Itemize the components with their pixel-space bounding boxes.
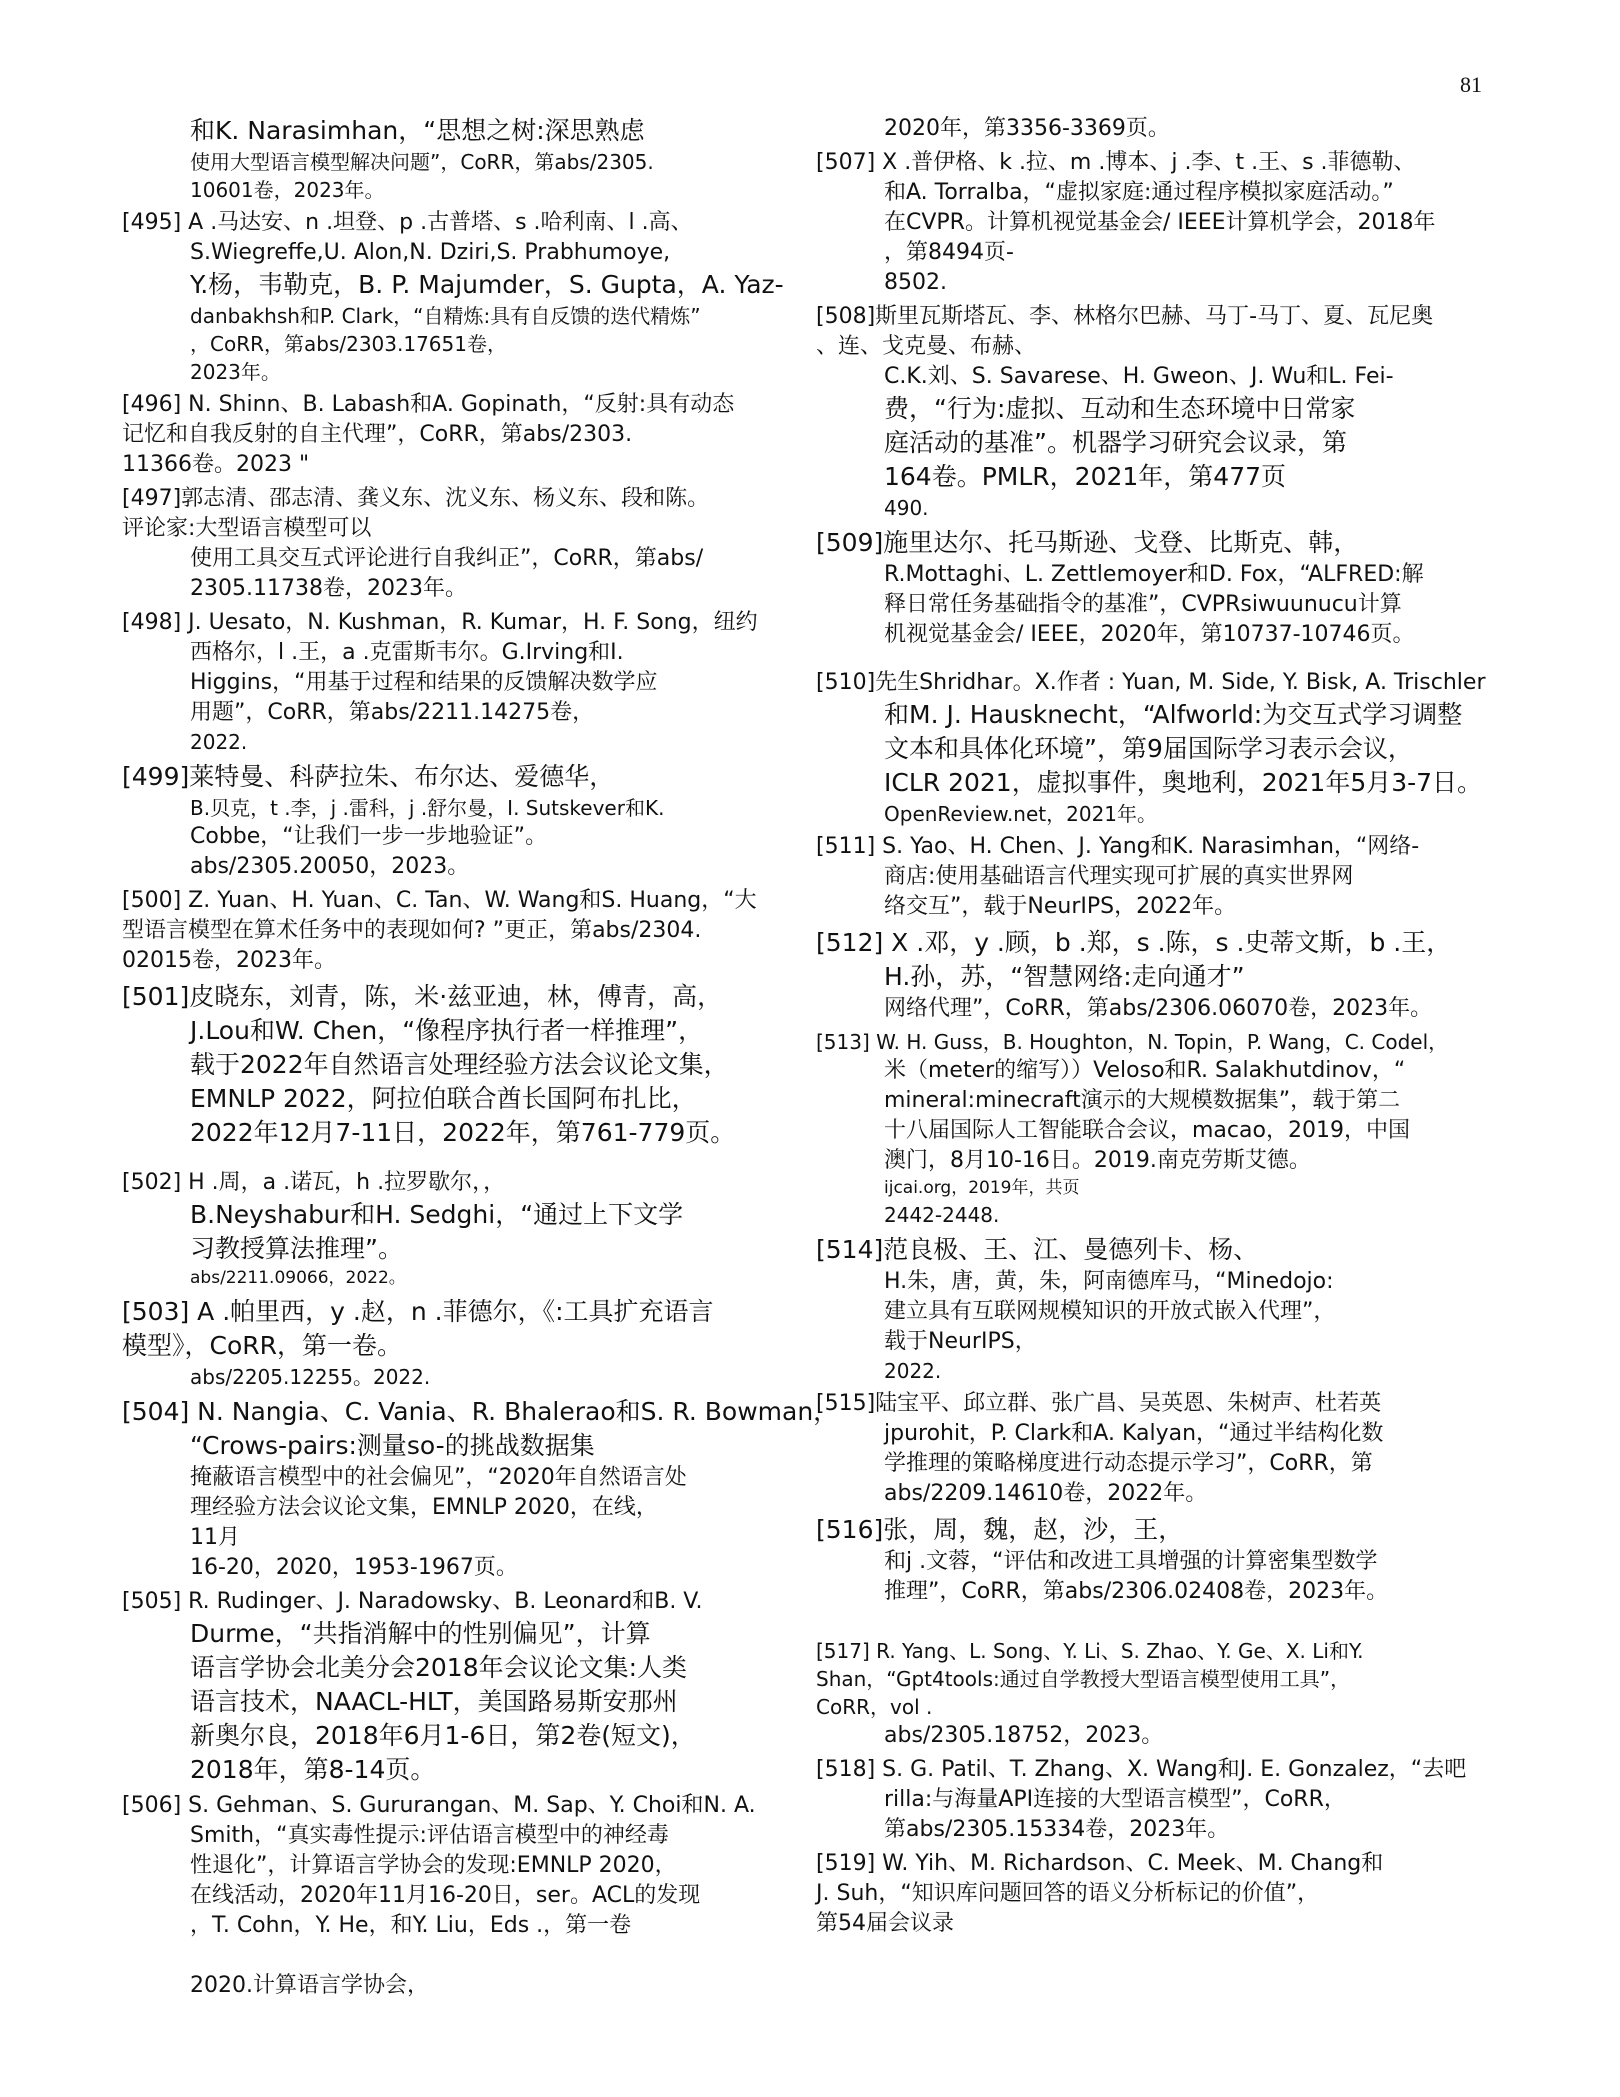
reference-line: Y.杨，韦勒克，B. P. Majumder，S. Gupta，A. Yaz-: [190, 270, 784, 299]
reference-line: [509]施里达尔、托马斯逊、戈登、比斯克、韩，: [816, 528, 1359, 557]
reference-line: 络交互”，载于NeurIPS，2022年。: [884, 894, 1237, 919]
reference-line: ，CoRR，第abs/2303.17651卷，: [190, 332, 507, 356]
reference-line: [518] S. G. Patil、T. Zhang、X. Wang和J. E. Gonzalez，“去吧: [816, 1757, 1467, 1782]
reference-entry-ref-495: [122, 208, 840, 386]
reference-line: 2022.: [190, 730, 248, 754]
reference-line: danbakhsh和P. Clark，“自精炼:具有自反馈的迭代精炼”: [190, 304, 701, 328]
reference-line: 记忆和自我反射的自主代理”，CoRR，第abs/2303.: [122, 422, 633, 447]
reference-line: 使用大型语言模型解决问题”，CoRR，第abs/2305.: [190, 150, 654, 174]
reference-line: [514]范良极、王、江、曼德列卡、杨、: [816, 1235, 1259, 1264]
reference-line: ICLR 2021，虚拟事件，奥地利，2021年5月3-7日。: [884, 768, 1483, 797]
reference-entry-ref-514: [816, 1233, 1586, 1385]
reference-line: 490.: [884, 496, 929, 520]
reference-line: ，第8494页-: [884, 240, 1014, 265]
reference-line: 2022年12月7-11日，2022年，第761-779页。: [190, 1118, 736, 1147]
reference-line: ，T. Cohn，Y. He，和Y. Liu，Eds .，第一卷: [190, 1913, 632, 1938]
reference-line: 推理”，CoRR，第abs/2306.02408卷，2023年。: [884, 1579, 1389, 1604]
reference-line: 性退化”，计算语言学协会的发现:EMNLP 2020，: [190, 1853, 677, 1878]
reference-entry-ref-496: [122, 390, 840, 480]
reference-line: 2022.: [884, 1359, 942, 1383]
reference-line: 西格尔，l .王，a .克雷斯韦尔。G.Irving和I.: [190, 640, 624, 665]
spacer: [816, 654, 1586, 668]
reference-line: ijcai.org，2019年，共页: [884, 1178, 1080, 1198]
reference-line: 型语言模型在算术任务中的表现如何? ”更正，第abs/2304.: [122, 918, 702, 943]
reference-line: 建立具有互联网规模知识的开放式嵌入代理”，: [884, 1299, 1336, 1324]
reference-line: 新奥尔良，2018年6月1-6日，第2卷(短文)，: [190, 1721, 696, 1750]
reference-entry-ref-511: [816, 832, 1586, 922]
reference-line: 、连、戈克曼、布赫、: [816, 334, 1037, 359]
reference-line: C.K.刘、S. Savarese、H. Gweon、J. Wu和L. Fei-: [884, 364, 1394, 389]
reference-line: rilla:与海量API连接的大型语言模型”，CoRR，: [884, 1787, 1346, 1812]
reference-line: CoRR，vol .: [816, 1695, 933, 1719]
reference-line: [495] A .马达安、n .坦登、p .古普塔、s .哈利南、l .高、: [122, 210, 693, 235]
reference-line: 2020年，第3356-3369页。: [884, 116, 1170, 141]
reference-line: EMNLP 2022，阿拉伯联合酋长国阿布扎比，: [190, 1084, 697, 1113]
reference-line: Durme，“共指消解中的性别偏见”，计算: [190, 1619, 651, 1648]
reference-entry-ref-518: [816, 1755, 1586, 1845]
reference-line: 在线活动，2020年11月16-20日，ser。ACL的发现: [190, 1883, 701, 1908]
reference-entry-ref-517: [816, 1637, 1586, 1751]
reference-line: 学推理的策略梯度进行动态提示学习”，CoRR，第: [884, 1451, 1373, 1476]
reference-line: 释日常任务基础指令的基准”，CVPRsiwuunucu计算: [884, 592, 1402, 617]
reference-line: [502] H .周，a .诺瓦，h .拉罗歇尔，，: [122, 1170, 506, 1195]
reference-line: [516]张，周，魏，赵，沙，王，: [816, 1515, 1184, 1544]
reference-line: mineral:minecraft演示的大规模数据集”，载于第二: [884, 1088, 1401, 1113]
reference-line: 评论家:大型语言模型可以: [122, 516, 372, 541]
reference-line: 澳门，8月10-16日。2019.南克劳斯艾德。: [884, 1148, 1311, 1173]
reference-line: 2018年，第8-14页。: [190, 1755, 436, 1784]
reference-entry-ref-497: [122, 484, 840, 604]
reference-line: 文本和具体化环境”，第9届国际学习表示会议，: [884, 734, 1413, 763]
spacer: [122, 1154, 840, 1168]
reference-entry-ref-516: [816, 1513, 1586, 1607]
reference-line: 第54届会议录: [816, 1911, 954, 1936]
reference-line: 语言学协会北美分会2018年会议论文集:人类: [190, 1653, 688, 1682]
reference-line: 用题”，CoRR，第abs/2211.14275卷，: [190, 700, 595, 725]
reference-line: 2305.11738卷，2023年。: [190, 576, 467, 601]
reference-line: [498] J. Uesato，N. Kushman，R. Kumar，H. F. Song，纽约: [122, 610, 758, 635]
reference-entry-ref-505: [122, 1587, 840, 1787]
reference-line: [504] N. Nangia、C. Vania、R. Bhalerao和S. R. Bowman，: [122, 1397, 839, 1426]
reference-line: [507] X .普伊格、k .拉、m .博本、j .李、t .王、s .菲德勒、: [816, 150, 1416, 175]
reference-line: R.Mottaghi、L. Zettlemoyer和D. Fox，“ALFRED:解: [884, 562, 1424, 587]
reference-line: jpurohit，P. Clark和A. Kalyan，“通过半结构化数: [884, 1421, 1384, 1446]
reference-entry-ref-498: [122, 608, 840, 756]
reference-line: 语言技术，NAACL-HLT，美国路易斯安那州: [190, 1687, 678, 1716]
reference-line: 庭活动的基准”。机器学习研究会议录，第: [884, 428, 1347, 457]
reference-line: 米（meter的缩写））Veloso和R. Salakhutdinov，“: [884, 1058, 1406, 1083]
reference-entry-ref-508: [816, 302, 1586, 522]
reference-entry-cont-494: [122, 114, 840, 204]
reference-entry-ref-515: [816, 1389, 1586, 1509]
reference-entry-ref-499: [122, 760, 840, 882]
reference-line: 网络代理”，CoRR，第abs/2306.06070卷，2023年。: [884, 996, 1433, 1021]
reference-line: B.Neyshabur和H. Sedghi，“通过上下文学: [190, 1200, 684, 1229]
reference-line: B.贝克，t .李，j .雷科，j .舒尔曼，I. Sutskever和K.: [190, 796, 665, 820]
reference-line: J.Lou和W. Chen，“像程序执行者一样推理”，: [190, 1016, 704, 1045]
reference-line: H.孙，苏，“智慧网络:走向通才”: [884, 962, 1245, 991]
reference-line: 11366卷。2023 ": [122, 452, 310, 477]
reference-entry-ref-509: [816, 526, 1586, 650]
reference-line: 机视觉基金会/ IEEE，2020年，第10737-10746页。: [884, 622, 1415, 647]
reference-line: 和A. Torralba，“虚拟家庭:通过程序模拟家庭活动。”: [884, 180, 1394, 205]
reference-line: abs/2209.14610卷，2022年。: [884, 1481, 1208, 1506]
reference-line: [517] R. Yang、L. Song、Y. Li、S. Zhao、Y. Ge、X. Li和Y.: [816, 1639, 1364, 1663]
reference-line: “Crows-pairs:测量so-的挑战数据集: [190, 1431, 595, 1460]
reference-line: 理经验方法会议论文集，EMNLP 2020，在线，: [190, 1495, 658, 1520]
reference-line: 十八届国际人工智能联合会议，macao，2019，中国: [884, 1118, 1410, 1143]
reference-line: 8502.: [884, 270, 947, 295]
spacer: [122, 1945, 840, 1971]
reference-entry-ref-507: [816, 148, 1586, 298]
reference-line: 10601卷，2023年。: [190, 178, 385, 202]
reference-entry-ref-501: [122, 980, 840, 1150]
reference-line: abs/2305.18752，2023。: [884, 1723, 1164, 1748]
reference-entry-ref-512: [816, 926, 1586, 1024]
reference-entry-ref-510: [816, 668, 1586, 828]
reference-line: H.朱，唐，黄，朱，阿南德库马，“Minedojo:: [884, 1269, 1334, 1294]
reference-line: 和K. Narasimhan，“思想之树:深思熟虑: [190, 116, 645, 145]
reference-line: 使用工具交互式评论进行自我纠正”，CoRR，第abs/: [190, 546, 704, 571]
reference-line: 02015卷，2023年。: [122, 948, 336, 973]
reference-line: 16-20，2020，1953-1967页。: [190, 1555, 518, 1580]
reference-line: 载于NeurIPS，: [884, 1329, 1037, 1354]
reference-line: abs/2211.09066，2022。: [190, 1268, 406, 1288]
reference-line: 模型》，CoRR，第一卷。: [122, 1331, 402, 1360]
reference-line: [515]陆宝平、邱立群、张广昌、吴英恩、朱树声、杜若英: [816, 1391, 1382, 1416]
reference-line: OpenReview.net，2021年。: [884, 802, 1158, 826]
reference-line: S.Wiegreffe,U. Alon,N. Dziri,S. Prabhumoye,: [190, 240, 671, 265]
reference-entry-ref-506-tail: [122, 1971, 840, 2001]
reference-line: Higgins，“用基于过程和结果的反馈解决数学应: [190, 670, 658, 695]
reference-line: abs/2305.20050，2023。: [190, 854, 470, 879]
reference-line: J. Suh，“知识库问题回答的语义分析标记的价值”，: [816, 1881, 1320, 1906]
reference-line: Cobbe，“让我们一步一步地验证”。: [190, 824, 548, 849]
reference-line: 和j .文蓉，“评估和改进工具增强的计算密集型数学: [884, 1549, 1378, 1574]
reference-line: [511] S. Yao、H. Chen、J. Yang和K. Narasimhan，“网络-: [816, 834, 1420, 859]
reference-entry-ref-506: [122, 1791, 840, 1941]
reference-line: [496] N. Shinn、B. Labash和A. Gopinath，“反射:具有动态: [122, 392, 735, 417]
reference-line: [510]先生Shridhar。X.作者 : Yuan, M. Side, Y. Bisk, A. Trischler: [816, 670, 1486, 695]
reference-line: [519] W. Yih、M. Richardson、C. Meek、M. Chang和: [816, 1851, 1384, 1876]
reference-line: [505] R. Rudinger、J. Naradowsky、B. Leonard和B. V.: [122, 1589, 703, 1614]
left-column: [122, 114, 840, 2005]
reference-entry-ref-504: [122, 1395, 840, 1583]
spacer: [816, 1611, 1586, 1637]
reference-line: Shan，“Gpt4tools:通过自学教授大型语言模型使用工具”，: [816, 1667, 1351, 1691]
reference-entry-ref-500: [122, 886, 840, 976]
reference-line: 和M. J. Hausknecht，“Alfworld:为交互式学习调整: [884, 700, 1463, 729]
reference-entry-ref-519: [816, 1849, 1586, 1939]
reference-line: [503] A .帕里西，y .赵，n .菲德尔，《:工具扩充语言: [122, 1297, 714, 1326]
reference-line: 2442-2448.: [884, 1203, 1000, 1227]
reference-line: 2023年。: [190, 360, 281, 384]
reference-line: [499]莱特曼、科萨拉朱、布尔达、爱德华，: [122, 762, 615, 791]
reference-line: [501]皮晓东，刘青，陈，米·兹亚迪，林，傅青，高，: [122, 982, 723, 1011]
right-column: [816, 114, 1586, 1943]
reference-entry-ref-503: [122, 1295, 840, 1391]
reference-line: [506] S. Gehman、S. Gururangan、M. Sap、Y. Choi和N. A.: [122, 1793, 756, 1818]
reference-line: 164卷。PMLR，2021年，第477页: [884, 462, 1287, 491]
reference-line: [500] Z. Yuan、H. Yuan、C. Tan、W. Wang和S. Huang，“大: [122, 888, 757, 913]
reference-line: 费，“行为:虚拟、互动和生态环境中日常家: [884, 394, 1356, 423]
reference-line: Smith，“真实毒性提示:评估语言模型中的神经毒: [190, 1823, 669, 1848]
reference-entry-ref-502: [122, 1168, 840, 1291]
reference-line: abs/2205.12255。2022.: [190, 1365, 431, 1389]
reference-line: 掩蔽语言模型中的社会偏见”，“2020年自然语言处: [190, 1465, 687, 1490]
reference-entry-cont-506-right: [816, 114, 1586, 144]
reference-line: [497]郭志清、邵志清、龚义东、沈义东、杨义东、段和陈。: [122, 486, 710, 511]
reference-line: [513] W. H. Guss，B. Houghton，N. Topin，P. Wang，C. Codel，: [816, 1030, 1449, 1054]
reference-entry-ref-513: [816, 1028, 1586, 1229]
reference-line: 11月: [190, 1525, 240, 1550]
reference-line: 载于2022年自然语言处理经验方法会议论文集，: [190, 1050, 729, 1079]
reference-line: 在CVPR。计算机视觉基金会/ IEEE计算机学会，2018年: [884, 210, 1436, 235]
reference-line: 习教授算法推理”。: [190, 1234, 403, 1263]
reference-line: 商店:使用基础语言代理实现可扩展的真实世界网: [884, 864, 1354, 889]
reference-line: [512] X .邓，y .顾，b .郑，s .陈，s .史蒂文斯，b .王，: [816, 928, 1452, 957]
page-number: 81: [1460, 72, 1482, 97]
reference-line: 2020.计算语言学协会，: [190, 1973, 429, 1998]
reference-line: 第abs/2305.15334卷，2023年。: [884, 1817, 1230, 1842]
reference-line: [508]斯里瓦斯塔瓦、李、林格尔巴赫、马丁-马丁、夏、瓦尼奥: [816, 304, 1434, 329]
